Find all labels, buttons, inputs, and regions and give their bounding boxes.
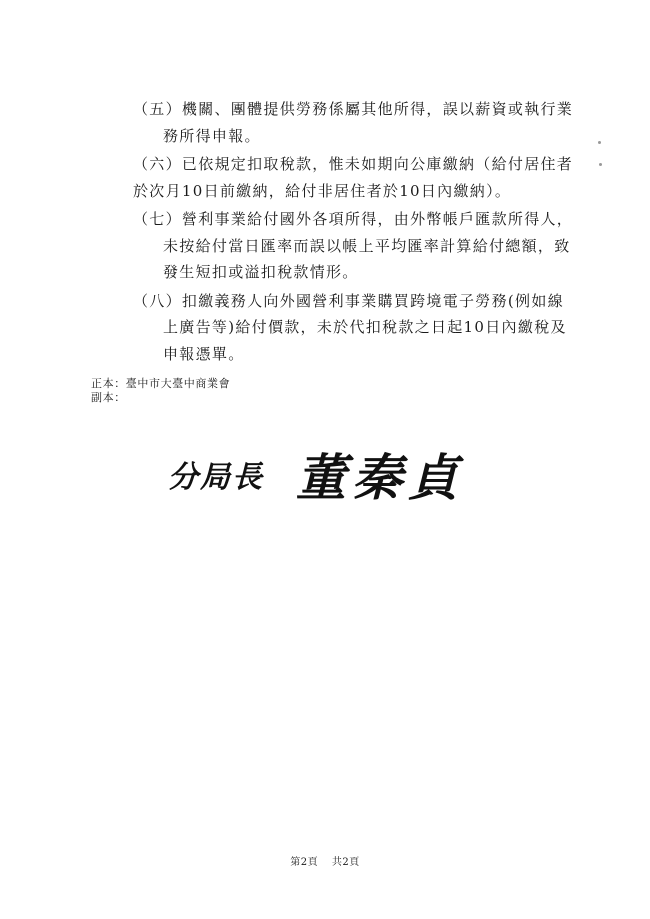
original-recipient: 正本：臺中市大臺中商業會 bbox=[91, 377, 231, 390]
scan-speck bbox=[599, 163, 602, 166]
list-item bbox=[133, 206, 593, 286]
item-line: （七）營利事業給付國外各項所得，由外幣帳戶匯款所得人， bbox=[133, 210, 574, 228]
list-item bbox=[133, 288, 593, 368]
signature-name: 董秦貞 bbox=[296, 448, 464, 507]
scan-speck bbox=[598, 141, 601, 144]
page-number: 第2頁 bbox=[290, 857, 319, 868]
item-line: 申報憑單。 bbox=[163, 344, 245, 363]
signature-block bbox=[168, 438, 468, 508]
item-line: 務所得申報。 bbox=[163, 126, 261, 145]
item-line: （六）已依規定扣取稅款，惟未如期向公庫繳納（給付居住者 bbox=[133, 155, 574, 173]
copy-recipients bbox=[91, 377, 230, 405]
page-footer bbox=[0, 853, 650, 868]
item-line: （八）扣繳義務人向外國營利事業購買跨境電子勞務(例如線 bbox=[133, 291, 564, 310]
item-line: 未按給付當日匯率而誤以帳上平均匯率計算給付總額，致 bbox=[163, 236, 571, 255]
duplicate-recipient: 副本： bbox=[91, 391, 126, 404]
signature-title: 分局長 bbox=[168, 460, 264, 495]
item-line: 發生短扣或溢扣稅款情形。 bbox=[163, 263, 359, 281]
list-item bbox=[133, 96, 593, 149]
item-line: 上廣告等)給付價款，未於代扣稅款之日起10日內繳稅及 bbox=[163, 318, 567, 336]
list-item bbox=[133, 151, 593, 204]
item-line: 於次月10日前繳納，給付非居住者於10日內繳納）。 bbox=[133, 181, 512, 200]
page-total: 共2頁 bbox=[331, 857, 360, 868]
item-list bbox=[133, 96, 593, 369]
item-line: （五）機關、團體提供勞務係屬其他所得，誤以薪資或執行業 bbox=[133, 100, 574, 118]
